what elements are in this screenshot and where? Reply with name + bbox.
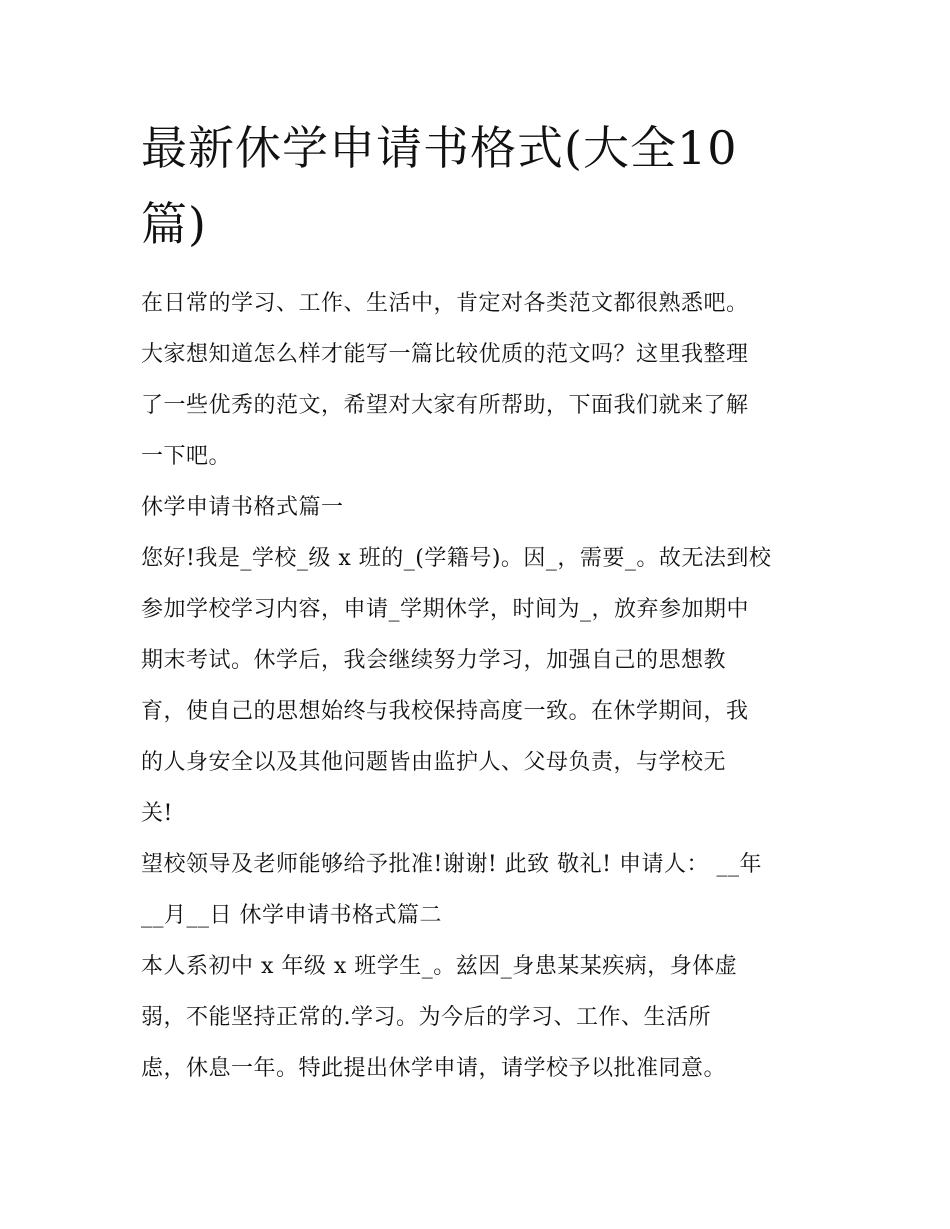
section1-body [141,533,821,839]
intro-paragraph [141,278,821,482]
intro-line: 了一些优秀的范文，希望对大家有所帮助，下面我们就来了解 [141,393,749,418]
intro-line: 在日常的学习、工作、生活中，肯定对各类范文都很熟悉吧。 [141,291,749,316]
section1-line: 关! [141,801,173,826]
section2-line: 虑，休息一年。特此提出休学申请，请学校予以批准同意。 [141,1056,727,1081]
section1-line: 育，使自己的思想始终与我校保持高度一致。在休学期间，我 [141,699,749,724]
intro-line: 大家想知道怎么样才能写一篇比较优质的范文吗？这里我整理 [141,342,749,367]
title-line-1: 最新休学申请书格式(大全10 [141,121,738,175]
closing-line: __月__日 休学申请书格式篇二 [141,903,442,928]
title-line-2: 篇) [141,197,207,251]
section1-line: 参加学校学习内容，申请_学期休学，时间为_，放弃参加期中 [141,597,750,622]
intro-line: 一下吧。 [141,444,232,469]
section1-heading [141,482,821,533]
section2-line: 弱，不能坚持正常的.学习。为今后的学习、工作、生活所 [141,1005,711,1030]
section-heading-text: 休学申请书格式篇一 [141,495,344,520]
document-title [141,110,781,262]
closing-paragraph [141,839,821,941]
section1-line: 期末考试。休学后，我会继续努力学习，加强自己的思想教 [141,648,727,673]
section2-line: 本人系初中 x 年级 x 班学生_。兹因_身患某某疾病，身体虚 [141,954,738,979]
section1-line: 您好!我是_学校_级 x 班的_(学籍号)。因_，需要_。故无法到校 [141,546,772,571]
document-page [141,110,821,1094]
section2-body [141,941,821,1094]
closing-line: 望校领导及老师能够给予批准!谢谢! 此致 敬礼! 申请人： __年 [141,852,762,877]
section1-line: 的人身安全以及其他问题皆由监护人、父母负责，与学校无 [141,750,727,775]
